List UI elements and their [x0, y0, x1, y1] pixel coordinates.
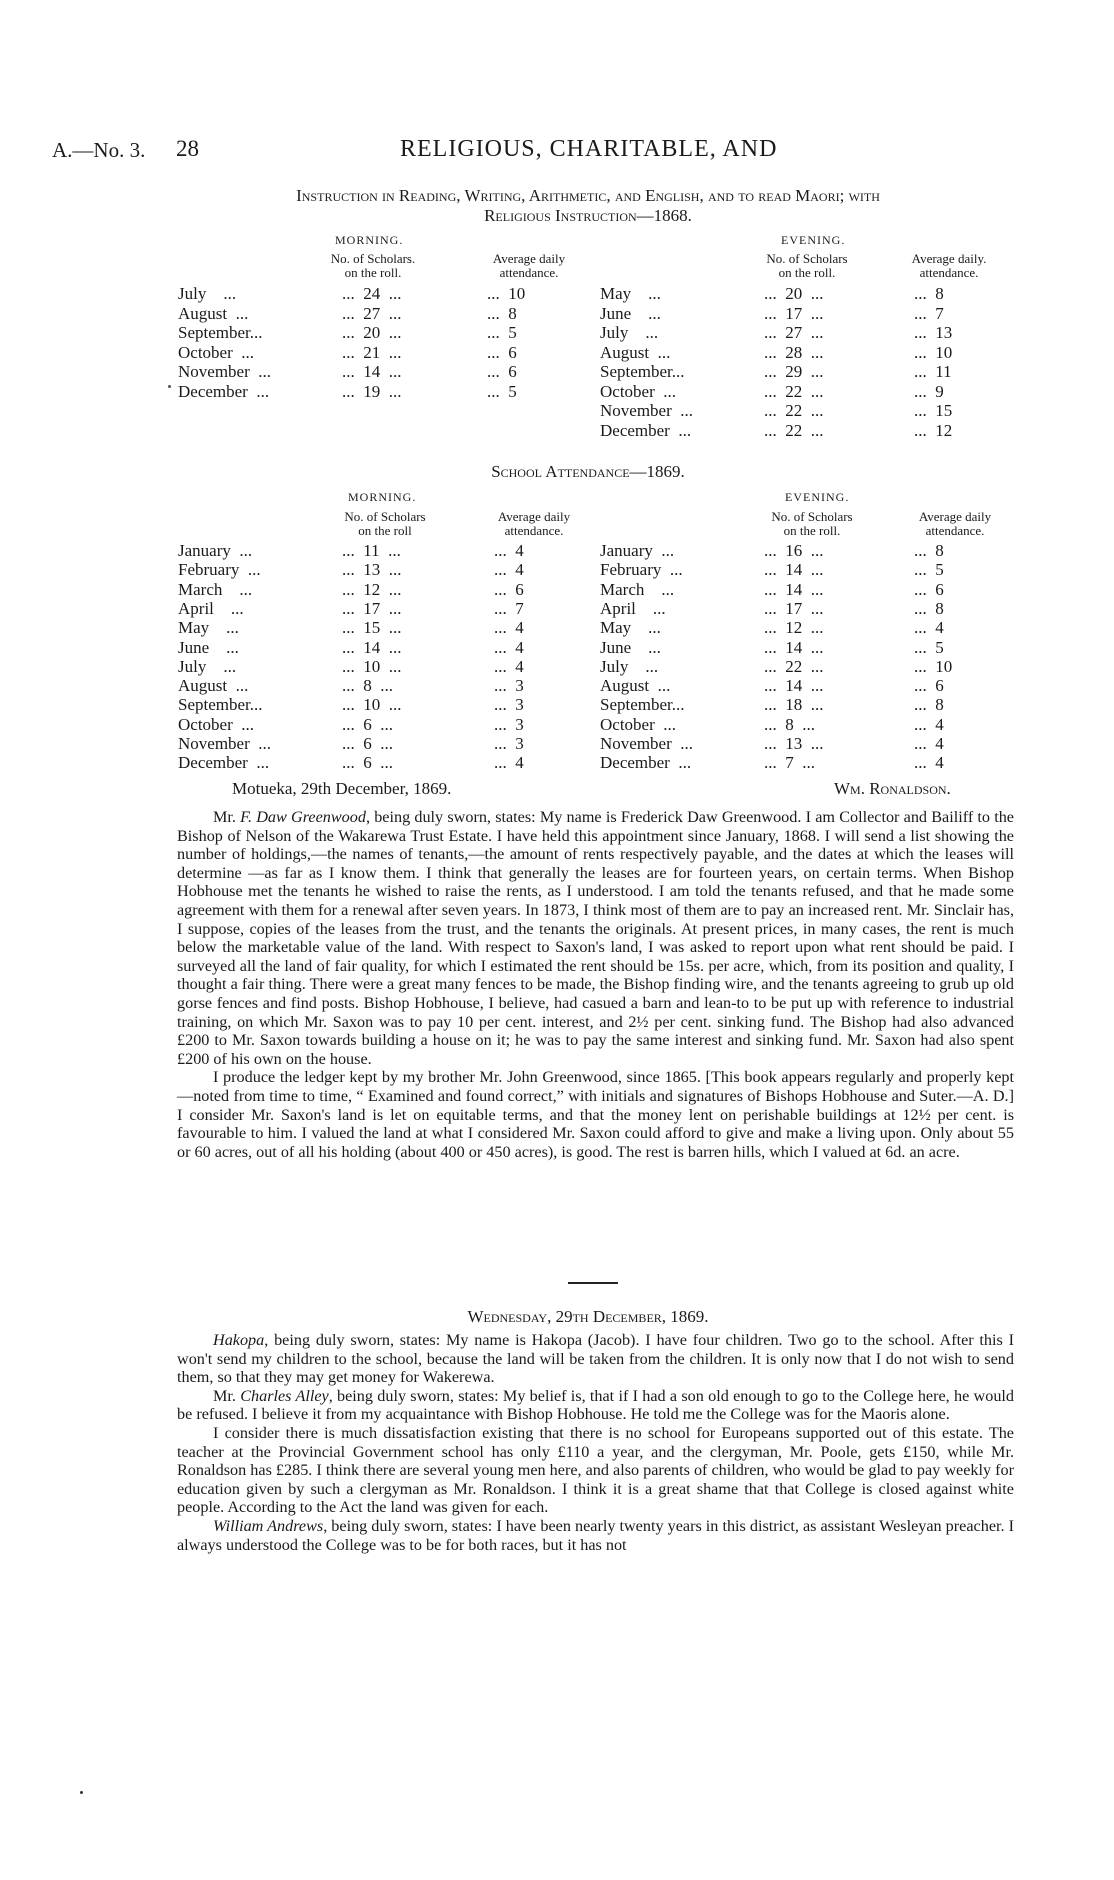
cell-month-text: March [178, 579, 223, 599]
cell-roll-value: 19 [363, 381, 381, 401]
cell-avg: ... 6 [914, 676, 944, 696]
cell-roll-value: 28 [785, 342, 803, 362]
cell-roll: ... 29 ... [764, 362, 824, 381]
cell-month: April ... [600, 598, 666, 618]
cell-month: June ... [600, 637, 661, 657]
cell-month: September... [178, 323, 263, 342]
cell-roll: ... 14 ... [764, 579, 824, 599]
cell-avg-value: 4 [515, 637, 524, 657]
greenwood-paragraph-1: Mr. F. Daw Greenwood, being duly sworn, states: My name is Frederick Daw Greenwood. I am Collector and Bailiff to the Bishop of Nelson of the Wakarewa Trust Estate. I have held this appointment since January, 1868. I will send a list showing the number of holdings,—the names of tenants,—the amount of rents respectively payable, and the dates at which the leases will determine —as far as I know them. I think that generally the leases are for fourteen years, on certain terms. When Bishop Hobhouse met the tenants he wished to raise the rents, as I understood. I am told the tenants refused, and that he made some agreement with them for a renewal after seven years. In 1873, I think most of them are to pay an increased rent. Mr. Sinclair has, I suppose, copies of the leases from the trust, and the tenants the originals. At present prices, in many cases, the rent is much below the marketable value of the land. With respect to Saxon's land, I was asked to report upon what rent should be paid. I surveyed all the land of fair quality, for which I estimated the rent should be 15s. per acre, which, from its position and quality, I thought a fair thing. There were a great many fences to be made, the Bishop finding wire, and the tenants agreeing to grub up old gorse fences and find posts. Bishop Hobhouse, I believe, had casued a barn and lean-to to be put up with reference to industrial training, on which Mr. Saxon was to pay 10 per cent. interest, and 2½ per cent. sinking fund. The Bishop had also advanced £200 to Mr. Saxon towards building a house on it; he was to pay the same interest and sinking fund. Mr. Saxon had also spent £200 of his own on the house. [177, 808, 1014, 1068]
date-header: Wednesday, 29th December, 1869. [467, 1307, 709, 1326]
cell-avg: ... 7 [914, 303, 944, 323]
cell-avg-value: 7 [935, 303, 944, 323]
page-number: 28 [176, 136, 199, 161]
cell-month: August ... [600, 342, 671, 362]
cell-month: July ... [600, 323, 659, 342]
cell-month-text: July [600, 323, 629, 342]
cell-roll: ... 27 ... [764, 323, 824, 342]
cell-avg-value: 3 [515, 676, 524, 696]
cell-roll-value: 14 [785, 637, 803, 657]
cell-month-text: March [600, 579, 645, 599]
cell-month: February ... [178, 560, 261, 580]
cell-roll: ... 10 ... [342, 695, 402, 715]
cell-avg: ... 5 [914, 637, 944, 657]
cell-avg-value: 12 [935, 420, 953, 440]
greenwood-paragraph-2: I produce the ledger kept by my brother Mr. John Greenwood, since 1865. [This book appears regularly and properly kept—noted from time to time, “ Examined and found correct,” with initials and signatures of Bishops Hobhouse and Suter.—A. D.] I consider Mr. Saxon's land is let on equitable terms, and that the money lent on perishable buildings at 12½ per cent. is favourable to him. I valued the land at what I considered Mr. Saxon could afford to give and make a living upon. Only about 55 or 60 acres, out of all his holding (about 400 or 450 acres), is good. The rest is barren hills, which I valued at 6d. an acre. [177, 1068, 1014, 1161]
cell-month: December ... [600, 753, 692, 773]
cell-avg: ... 4 [914, 734, 944, 753]
cell-avg-value: 5 [508, 381, 517, 401]
cell-month: October ... [178, 342, 255, 362]
cell-month-text: November [178, 362, 250, 381]
cell-month-text: June [600, 303, 632, 323]
cell-month-text: August [178, 676, 228, 696]
cell-roll-value: 18 [785, 695, 803, 715]
cell-roll: ... 15 ... [342, 618, 402, 638]
cell-avg: ... 6 [487, 362, 517, 381]
alley-paragraph-2: I consider there is much dissatisfaction existing that there is no school for Europeans supported out of this estate. The teacher at the Provincial Government school has only £110 a year, and the clergyman, Mr. Poole, gets £150, while Mr. Ronaldson has £285. I think there are several young men here, and also parents of children, who would be glad to pay weekly for education given by such a clergyman as Mr. Ronaldson. I think it is a great shame that that College is closed against white people. According to the Act the land was given for each. [177, 1423, 1015, 1517]
cell-roll-value: 16 [785, 541, 803, 560]
cell-avg: ... 3 [494, 734, 524, 753]
cell-avg-value: 4 [935, 734, 944, 753]
cell-month-text: June [178, 637, 210, 657]
cell-month-text: July [600, 656, 629, 676]
cell-avg-value: 5 [935, 560, 944, 580]
cell-roll: ... 21 ... [342, 342, 402, 362]
cell-roll-value: 21 [363, 342, 381, 362]
cell-month-text: June [600, 637, 632, 657]
cell-avg: ... 5 [914, 560, 944, 580]
cell-roll-value: 17 [785, 598, 803, 618]
cell-roll: ... 17 ... [342, 598, 402, 618]
cell-month: August ... [600, 676, 671, 696]
cell-roll: ... 8 ... [342, 676, 393, 696]
cell-roll-value: 12 [785, 618, 803, 638]
wednesday-testimonies [177, 1331, 1014, 1554]
cell-roll-value: 8 [785, 714, 794, 734]
cell-roll: ... 20 ... [764, 284, 824, 303]
cell-roll-value: 13 [363, 560, 381, 580]
cell-month: September... [600, 695, 685, 715]
cell-month-text: August [600, 676, 650, 696]
cell-roll: ... 8 ... [764, 714, 815, 734]
cell-roll: ... 14 ... [764, 637, 824, 657]
page-title: RELIGIOUS, CHARITABLE, AND [400, 136, 778, 162]
cell-month: October ... [600, 714, 677, 734]
cell-month: August ... [178, 303, 249, 323]
cell-avg-value: 11 [935, 362, 952, 381]
cell-roll: ... 11 ... [342, 541, 401, 560]
cell-month-text: December [600, 753, 670, 773]
cell-avg: ... 4 [494, 637, 524, 657]
cell-month-text: September [178, 695, 250, 715]
cell-avg: ... 8 [914, 695, 944, 715]
cell-avg: ... 8 [914, 284, 944, 303]
cell-month-text: May [600, 284, 632, 303]
cell-roll: ... 24 ... [342, 284, 402, 303]
cell-month-text: July [178, 656, 207, 676]
cell-avg-value: 8 [935, 284, 944, 303]
cell-month: May ... [600, 284, 661, 303]
cell-avg: ... 12 [914, 420, 953, 440]
cell-avg-value: 5 [508, 323, 517, 342]
cell-month: June ... [178, 637, 239, 657]
cell-avg: ... 4 [494, 656, 524, 676]
cell-roll-value: 14 [785, 676, 803, 696]
cell-month-text: April [178, 598, 214, 618]
cell-avg-value: 4 [935, 714, 944, 734]
cell-roll-value: 10 [363, 695, 381, 715]
cell-avg: ... 3 [494, 676, 524, 696]
cell-roll: ... 6 ... [342, 714, 393, 734]
cell-roll-value: 14 [363, 362, 381, 381]
cell-month-text: October [178, 342, 233, 362]
cell-avg: ... 8 [914, 541, 944, 560]
cell-avg: ... 6 [487, 342, 517, 362]
cell-month: November ... [178, 362, 272, 381]
cell-roll: ... 12 ... [342, 579, 402, 599]
cell-roll: ... 7 ... [764, 753, 815, 773]
cell-month: August ... [178, 676, 249, 696]
cell-roll-value: 22 [785, 381, 803, 401]
cell-month-text: January [178, 541, 231, 560]
cell-month: October ... [600, 381, 677, 401]
cell-avg: ... 4 [494, 541, 524, 560]
signoff-name: Wm. Ronaldson. [834, 779, 951, 798]
table2-morning-avg-header: Average daily attendance. [497, 509, 571, 538]
cell-avg: ... 10 [487, 284, 526, 303]
cell-month: November ... [600, 734, 694, 753]
cell-month: May ... [178, 618, 239, 638]
cell-month-text: December [178, 753, 248, 773]
cell-month: July ... [178, 284, 237, 303]
cell-avg-value: 6 [935, 579, 944, 599]
greenwood-testimony [177, 808, 1014, 1161]
cell-avg: ... 4 [914, 714, 944, 734]
cell-month: September... [178, 695, 263, 715]
cell-avg: ... 3 [494, 714, 524, 734]
cell-avg: ... 8 [487, 303, 517, 323]
cell-roll: ... 19 ... [342, 381, 402, 401]
cell-month: July ... [178, 656, 237, 676]
cell-avg: ... 4 [494, 560, 524, 580]
cell-month: December ... [178, 381, 270, 401]
cell-roll: ... 16 ... [764, 541, 824, 560]
cell-avg: ... 9 [914, 381, 944, 401]
cell-avg: ... 4 [494, 618, 524, 638]
cell-avg: ... 11 [914, 362, 952, 381]
cell-avg: ... 10 [914, 342, 953, 362]
cell-month-text: October [600, 381, 655, 401]
cell-roll: ... 17 ... [764, 598, 824, 618]
cell-roll-value: 6 [363, 753, 372, 773]
cell-avg-value: 4 [515, 541, 524, 560]
cell-roll-value: 29 [785, 362, 803, 381]
cell-roll: ... 14 ... [342, 362, 402, 381]
cell-avg-value: 3 [515, 734, 524, 753]
witness-name: Hakopa [213, 1331, 265, 1349]
cell-roll: ... 22 ... [764, 401, 824, 420]
cell-roll-value: 10 [363, 656, 381, 676]
cell-month: July ... [600, 656, 659, 676]
cell-month: March ... [600, 579, 675, 599]
cell-avg-value: 4 [515, 656, 524, 676]
cell-avg-value: 4 [515, 618, 524, 638]
table1-morning-roll-header: No. of Scholars. on the roll. [330, 251, 416, 280]
table2-title: School Attendance—1869. [491, 462, 685, 481]
cell-month-text: November [178, 734, 250, 753]
cell-roll: ... 14 ... [764, 560, 824, 580]
cell-avg-value: 8 [935, 695, 944, 715]
cell-avg-value: 13 [935, 323, 953, 342]
cell-avg-value: 10 [935, 656, 953, 676]
cell-roll-value: 13 [785, 734, 803, 753]
cell-roll: ... 10 ... [342, 656, 402, 676]
cell-month-text: August [600, 342, 650, 362]
cell-month: October ... [178, 714, 255, 734]
cell-avg-value: 7 [515, 598, 524, 618]
cell-month: April ... [178, 598, 244, 618]
document-code: A.—No. 3. [52, 138, 146, 162]
cell-avg-value: 6 [508, 342, 517, 362]
cell-avg-value: 4 [515, 560, 524, 580]
cell-avg-value: 8 [935, 541, 944, 560]
cell-avg-value: 10 [935, 342, 953, 362]
cell-roll-value: 8 [363, 676, 372, 696]
cell-month-text: September [600, 362, 672, 381]
cell-roll-value: 24 [363, 284, 381, 303]
cell-avg: ... 6 [914, 579, 944, 599]
cell-roll: ... 22 ... [764, 420, 824, 440]
cell-roll-value: 11 [363, 541, 380, 560]
cell-roll-value: 6 [363, 714, 372, 734]
cell-month-text: February [178, 560, 240, 580]
cell-roll-value: 15 [363, 618, 381, 638]
table1-evening-roll-header: No. of Scholars on the roll. [766, 251, 848, 280]
cell-month: December ... [600, 420, 692, 440]
witness-name: F. Daw Greenwood [240, 808, 366, 826]
cell-roll-value: 14 [363, 637, 381, 657]
cell-avg-value: 15 [935, 401, 953, 420]
cell-month-text: August [178, 303, 228, 323]
cell-month: November ... [178, 734, 272, 753]
cell-month-text: September [178, 323, 250, 342]
cell-avg-value: 4 [515, 753, 524, 773]
cell-avg: ... 10 [914, 656, 953, 676]
cell-roll-value: 14 [785, 579, 803, 599]
cell-month-text: February [600, 560, 662, 580]
witness-name: William Andrews [213, 1516, 324, 1535]
cell-avg: ... 3 [494, 695, 524, 715]
alley-paragraph-1: Mr. Charles Alley, being duly sworn, states: My belief is, that if I had a son old enough to go to the College here, he would be refused. I believe it from my acquaintance with Bishop Hobhouse. He told me the College was for the Maoris alone. [177, 1386, 1015, 1424]
cell-avg-value: 4 [935, 618, 944, 638]
cell-avg-value: 8 [508, 303, 517, 323]
cell-roll: ... 22 ... [764, 656, 824, 676]
cell-month-text: October [178, 714, 233, 734]
cell-roll-value: 27 [785, 323, 803, 342]
cell-roll-value: 7 [785, 753, 794, 773]
table1-morning-avg-header: Average daily attendance. [492, 251, 566, 280]
cell-roll-value: 27 [363, 303, 381, 323]
cell-month: September... [600, 362, 685, 381]
cell-avg: ... 13 [914, 323, 953, 342]
cell-roll: ... 18 ... [764, 695, 824, 715]
table1-title-line2: Religious Instruction—1868. [484, 206, 692, 225]
cell-avg-value: 3 [515, 714, 524, 734]
cell-roll: ... 14 ... [342, 637, 402, 657]
cell-roll: ... 13 ... [764, 734, 824, 753]
cell-month: May ... [600, 618, 661, 638]
cell-month-text: July [178, 284, 207, 303]
cell-avg: ... 4 [914, 753, 944, 773]
table1-title-line1: Instruction in Reading, Writing, Arithmetic, and English, and to read Maori; with [296, 186, 880, 205]
cell-roll-value: 22 [785, 401, 803, 420]
cell-roll: ... 27 ... [342, 303, 402, 323]
cell-month-text: May [600, 618, 632, 638]
cell-roll: ... 20 ... [342, 323, 402, 342]
cell-month-text: May [178, 618, 210, 638]
andrews-paragraph: William Andrews, being duly sworn, states: I have been nearly twenty years in this district, as assistant Wesleyan preacher. I always understood the College was to be for both races, but it has not [177, 1516, 1014, 1554]
cell-avg-value: 4 [935, 753, 944, 773]
stray-mark [168, 385, 171, 388]
table1-evening-label: EVENING. [781, 233, 846, 247]
cell-month-text: November [600, 401, 672, 420]
cell-avg-value: 8 [935, 598, 944, 618]
cell-month-text: April [600, 598, 636, 618]
section-divider [568, 1282, 618, 1284]
cell-roll: ... 28 ... [764, 342, 824, 362]
cell-roll-value: 22 [785, 656, 803, 676]
cell-avg-value: 10 [508, 284, 526, 303]
cell-month: November ... [600, 401, 694, 420]
cell-month: January ... [600, 541, 675, 560]
cell-roll: ... 6 ... [342, 753, 393, 773]
table2-evening-roll-header: No. of Scholars on the roll. [771, 509, 853, 538]
cell-avg-value: 9 [935, 381, 944, 401]
cell-roll-value: 17 [363, 598, 381, 618]
table2-morning-label: MORNING. [348, 490, 417, 504]
cell-roll-value: 12 [363, 579, 381, 599]
cell-roll-value: 6 [363, 734, 372, 753]
signoff-place-date: Motueka, 29th December, 1869. [232, 779, 452, 798]
cell-roll: ... 14 ... [764, 676, 824, 696]
cell-avg: ... 4 [914, 618, 944, 638]
table2-evening-label: EVENING. [785, 490, 850, 504]
cell-month-text: January [600, 541, 653, 560]
cell-avg: ... 7 [494, 598, 524, 618]
cell-month-text: November [600, 734, 672, 753]
cell-roll-value: 22 [785, 420, 803, 440]
cell-avg: ... 5 [487, 323, 517, 342]
cell-month: February ... [600, 560, 683, 580]
cell-avg: ... 8 [914, 598, 944, 618]
cell-month-text: December [600, 420, 670, 440]
cell-month-text: September [600, 695, 672, 715]
cell-roll: ... 6 ... [342, 734, 393, 753]
cell-roll-value: 14 [785, 560, 803, 580]
cell-roll: ... 12 ... [764, 618, 824, 638]
cell-avg: ... 4 [494, 753, 524, 773]
cell-roll-value: 20 [363, 323, 381, 342]
cell-avg-value: 6 [515, 579, 524, 599]
table2-morning-roll-header: No. of Scholars on the roll [344, 509, 426, 538]
cell-month: March ... [178, 579, 253, 599]
cell-month: June ... [600, 303, 661, 323]
cell-month-text: December [178, 381, 248, 401]
cell-avg-value: 6 [508, 362, 517, 381]
cell-avg: ... 15 [914, 401, 953, 420]
cell-roll: ... 17 ... [764, 303, 824, 323]
cell-month-text: October [600, 714, 655, 734]
stray-mark [80, 1791, 83, 1794]
cell-avg: ... 5 [487, 381, 517, 401]
cell-avg-value: 5 [935, 637, 944, 657]
table2-evening-avg-header: Average daily attendance. [918, 509, 992, 538]
cell-month: January ... [178, 541, 253, 560]
cell-avg-value: 6 [935, 676, 944, 696]
cell-roll: ... 22 ... [764, 381, 824, 401]
witness-name: Charles Alley [240, 1386, 329, 1405]
cell-avg-value: 3 [515, 695, 524, 715]
cell-roll-value: 20 [785, 284, 803, 303]
cell-roll: ... 13 ... [342, 560, 402, 580]
cell-month: December ... [178, 753, 270, 773]
table1-evening-avg-header: Average daily. attendance. [911, 251, 987, 280]
cell-roll-value: 17 [785, 303, 803, 323]
table1-morning-label: MORNING. [335, 233, 404, 247]
hakopa-paragraph: Hakopa, being duly sworn, states: My name is Hakopa (Jacob). I have four children. Two go to the school. After this I won't send my children to the school, because the land will be taken from the children. It is only now that I do not wish to send them, so that they may get money for Wakerewa. [177, 1331, 1014, 1387]
cell-avg: ... 6 [494, 579, 524, 599]
